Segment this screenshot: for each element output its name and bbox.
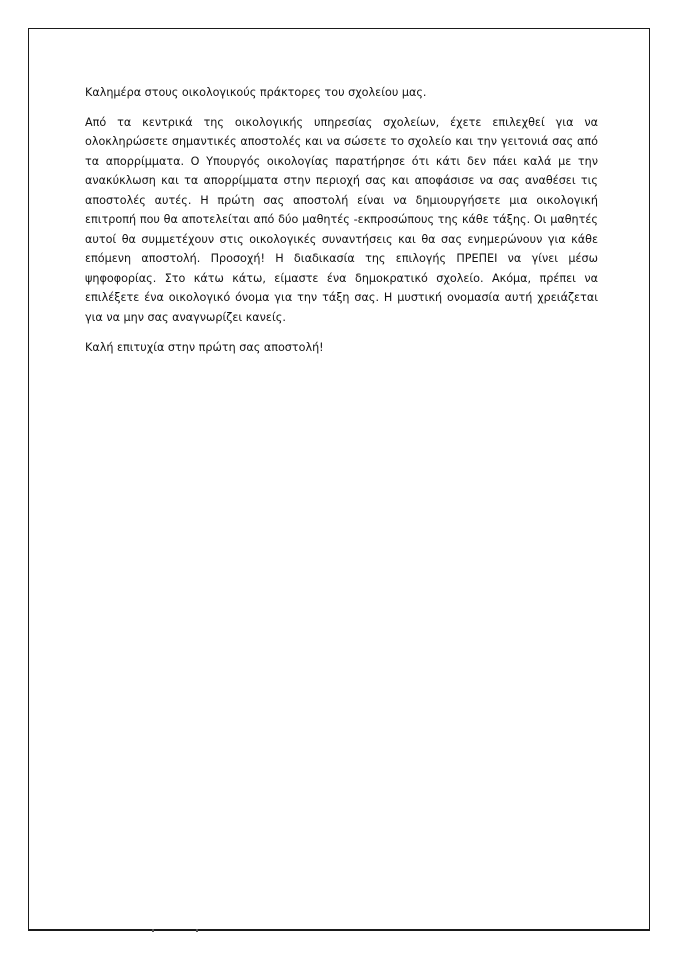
body-paragraph: Από τα κεντρικά της οικολογικής υπηρεσίας σχολείων, έχετε επιλεχθεί για να ολοκληρώσετε σημαντικές αποστολές και να σώσετε το σχολείο και την γειτονιά σας από τα απορρίμματα. Ο Υπουργός οικολογίας παρατήρησε ότι κάτι δεν πάει καλά με την ανακύκλωση και τα απορρίμματα στην περιοχή σας και αποφάσισε να σας αναθέσει τις αποστολές αυτές. Η πρώτη σας αποστολή είναι να δημιουργήσετε μια οικολογική επιτροπή που θα αποτελείται από δύο μαθητές -εκπροσώπους της κάθε τάξης. Οι μαθητές αυτοί θα συμμετέχουν στις οικολογικές συναντήσεις και θα σας ενημερώνουν για κάθε επόμενη αποστολή. Προσοχή! Η διαδικασία της επιλογής ΠΡΕΠΕΙ να γίνει μέσω ψηφοφορίας. Στο κάτω κάτω, είμαστε ένα δημοκρατικό σχολείο. Ακόμα, πρέπει να επιλέξετε ένα οικολογικό όνομα για την τάξη σας. Η μυστική ονομασία αυτή χρειάζεται για να μην σας αναγνωρίζει κανείς. [85, 115, 598, 324]
closing-paragraph: Καλή επιτυχία στην πρώτη σας αποστολή! [85, 341, 324, 354]
page-edge-marks [152, 929, 202, 933]
document-page [28, 28, 650, 931]
edge-mark [196, 929, 198, 932]
document-content [85, 83, 598, 369]
greeting-paragraph: Καλημέρα στους οικολογικούς πράκτορες του σχολείου μας. [85, 86, 427, 99]
edge-mark [152, 929, 154, 932]
